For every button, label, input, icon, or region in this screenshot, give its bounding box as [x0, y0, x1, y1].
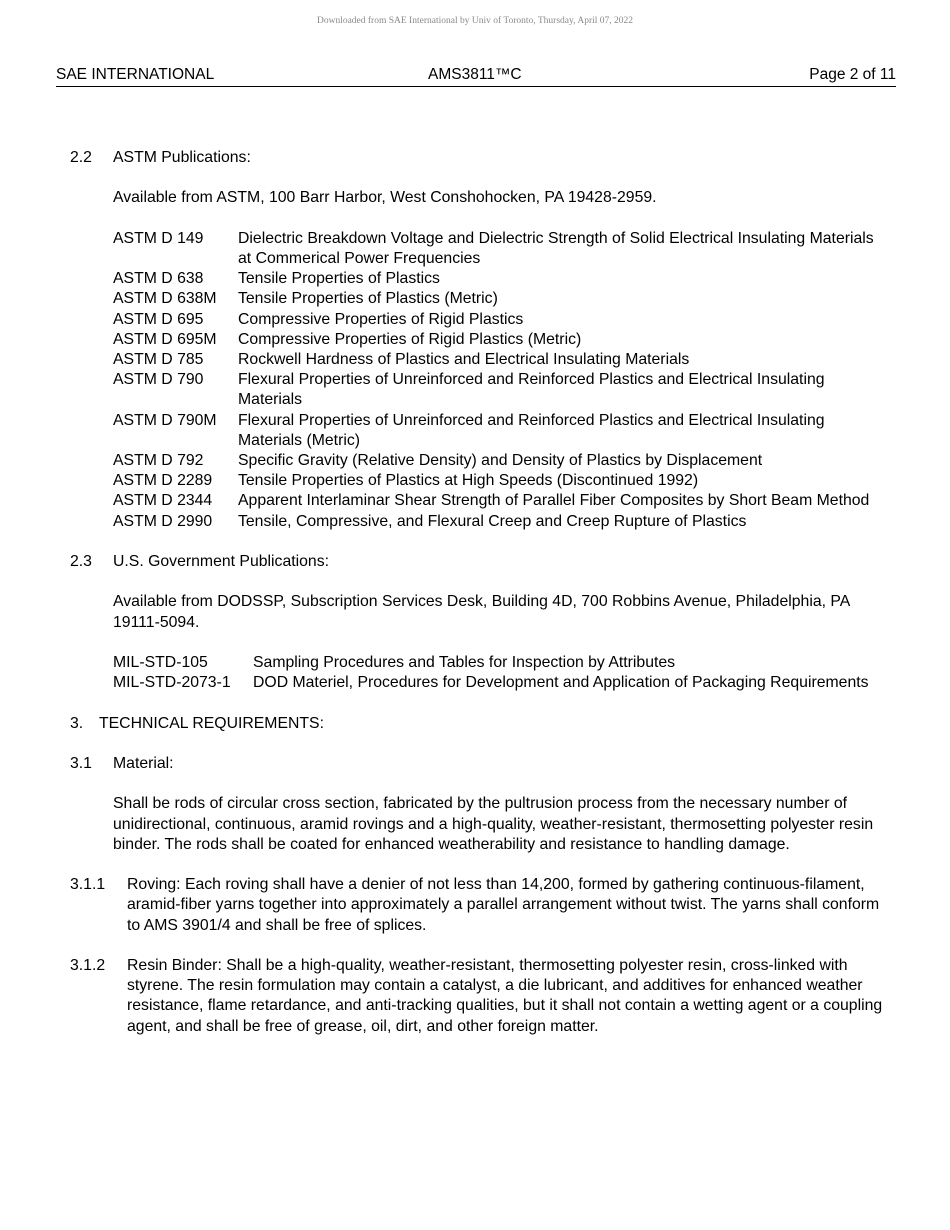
reference-row: [113, 310, 890, 330]
reference-title: Compressive Properties of Rigid Plastics: [238, 310, 524, 328]
reference-title: Dielectric Breakdown Voltage and Dielectric Strength of Solid Electrical Insulating Materials at Commerical Power Frequencies: [238, 229, 874, 267]
reference-code: ASTM D 790M: [113, 411, 217, 429]
reference-code: ASTM D 792: [113, 452, 204, 470]
reference-row: [113, 451, 890, 471]
reference-row: [113, 269, 890, 289]
section-body: Resin Binder: Shall be a high-quality, weather-resistant, thermosetting polyester resin, cross-linked with styrene. The resin formulation may contain a catalyst, a die lubricant, and additives for enhanced weather resistance, flame retardance, and anti-tracking qualities, but it shall not contain a wetting agent or a coupling agent, and shall be free of grease, oil, dirt, and other foreign matter.: [127, 956, 883, 1035]
reference-code: MIL-STD-105: [113, 654, 208, 671]
reference-row: [113, 229, 890, 269]
reference-title: Flexural Properties of Unreinforced and Reinforced Plastics and Electrical Insulating Materials (Metric): [238, 411, 825, 449]
reference-title: Flexural Properties of Unreinforced and Reinforced Plastics and Electrical Insulating Materials: [238, 371, 825, 409]
section-body: Roving: Each roving shall have a denier of not less than 14,200, formed by gathering continuous-filament, aramid-fiber yarns together into approximately a parallel arrangement without twist. The yarns shall conform to AMS 3901/4 and shall be free of splices.: [127, 876, 880, 934]
mil-reference-list: [113, 653, 890, 693]
reference-title: Tensile Properties of Plastics (Metric): [238, 290, 498, 308]
reference-code: ASTM D 2344: [113, 492, 213, 510]
section-3-1-body: Shall be rods of circular cross section, fabricated by the pultrusion process from the necessary number of unidirectional, continuous, aramid rovings and a high-quality, weather-resistant, thermosetting polyester resin binder. The rods shall be coated for enhanced weatherability and resistance to handling damage.: [113, 795, 874, 853]
reference-code: MIL-STD-2073-1: [113, 674, 231, 692]
reference-row: [113, 350, 890, 370]
section-2-2-availability: Available from ASTM, 100 Barr Harbor, West Conshohocken, PA 19428-2959.: [113, 189, 657, 207]
reference-row: [113, 289, 890, 309]
reference-code: ASTM D 2990: [113, 512, 213, 530]
page-header: [56, 66, 896, 87]
section-number: 3.1.1: [70, 876, 106, 894]
header-org: SAE INTERNATIONAL: [56, 66, 215, 83]
section-number: 3.1: [70, 754, 92, 772]
reference-title: Rockwell Hardness of Plastics and Electrical Insulating Materials: [238, 351, 690, 368]
section-3-1-1: [70, 875, 890, 936]
reference-title: DOD Materiel, Procedures for Development and Application of Packaging Requirements: [253, 674, 869, 692]
reference-title: Tensile Properties of Plastics at High Speeds (Discontinued 1992): [238, 472, 699, 490]
section-3-1-2: [70, 956, 890, 1037]
document-body: [70, 148, 890, 1037]
section-title: U.S. Government Publications:: [113, 553, 329, 571]
reference-code: ASTM D 695: [113, 310, 204, 328]
reference-row: [113, 330, 890, 350]
reference-title: Apparent Interlaminar Shear Strength of Parallel Fiber Composites by Short Beam Method: [238, 492, 870, 510]
reference-title: Tensile Properties of Plastics: [238, 270, 440, 288]
section-number: 3.1.2: [70, 956, 106, 974]
section-number: 2.3: [70, 553, 92, 571]
section-number: 3.: [70, 714, 84, 732]
reference-code: ASTM D 2289: [113, 472, 213, 490]
astm-reference-list: [113, 229, 890, 532]
section-title: ASTM Publications:: [113, 149, 251, 166]
header-page-number: Page 2 of 11: [809, 66, 896, 83]
reference-title: Specific Gravity (Relative Density) and Density of Plastics by Displacement: [238, 452, 763, 470]
reference-row: [113, 673, 890, 693]
section-number: 2.2: [70, 149, 92, 166]
reference-row: [113, 411, 890, 451]
reference-code: ASTM D 785: [113, 351, 204, 368]
reference-row: [113, 471, 890, 491]
reference-title: Sampling Procedures and Tables for Inspection by Attributes: [253, 654, 676, 671]
reference-title: Compressive Properties of Rigid Plastics (Metric): [238, 330, 582, 348]
reference-row: [113, 512, 890, 532]
section-title: Material:: [113, 754, 174, 772]
reference-code: ASTM D 638: [113, 270, 204, 288]
reference-code: ASTM D 790: [113, 371, 204, 389]
reference-row: [113, 370, 890, 410]
reference-code: ASTM D 695M: [113, 330, 217, 348]
section-3-1-heading: [70, 754, 890, 774]
reference-row: [113, 653, 890, 673]
section-2-2-heading: [70, 148, 890, 168]
reference-title: Tensile, Compressive, and Flexural Creep and Creep Rupture of Plastics: [238, 512, 747, 530]
download-watermark: Downloaded from SAE International by Univ of Toronto, Thursday, April 07, 2022: [316, 16, 634, 26]
reference-row: [113, 491, 890, 511]
section-2-3-heading: [70, 552, 890, 572]
section-2-3-availability: Available from DODSSP, Subscription Services Desk, Building 4D, 700 Robbins Avenue, Philadelphia, PA 19111-5094.: [113, 593, 850, 631]
reference-code: ASTM D 638M: [113, 290, 217, 308]
section-title: TECHNICAL REQUIREMENTS:: [99, 714, 324, 732]
header-doc-id: AMS3811™C: [428, 66, 522, 83]
reference-code: ASTM D 149: [113, 229, 204, 247]
section-3-heading: [70, 714, 890, 734]
